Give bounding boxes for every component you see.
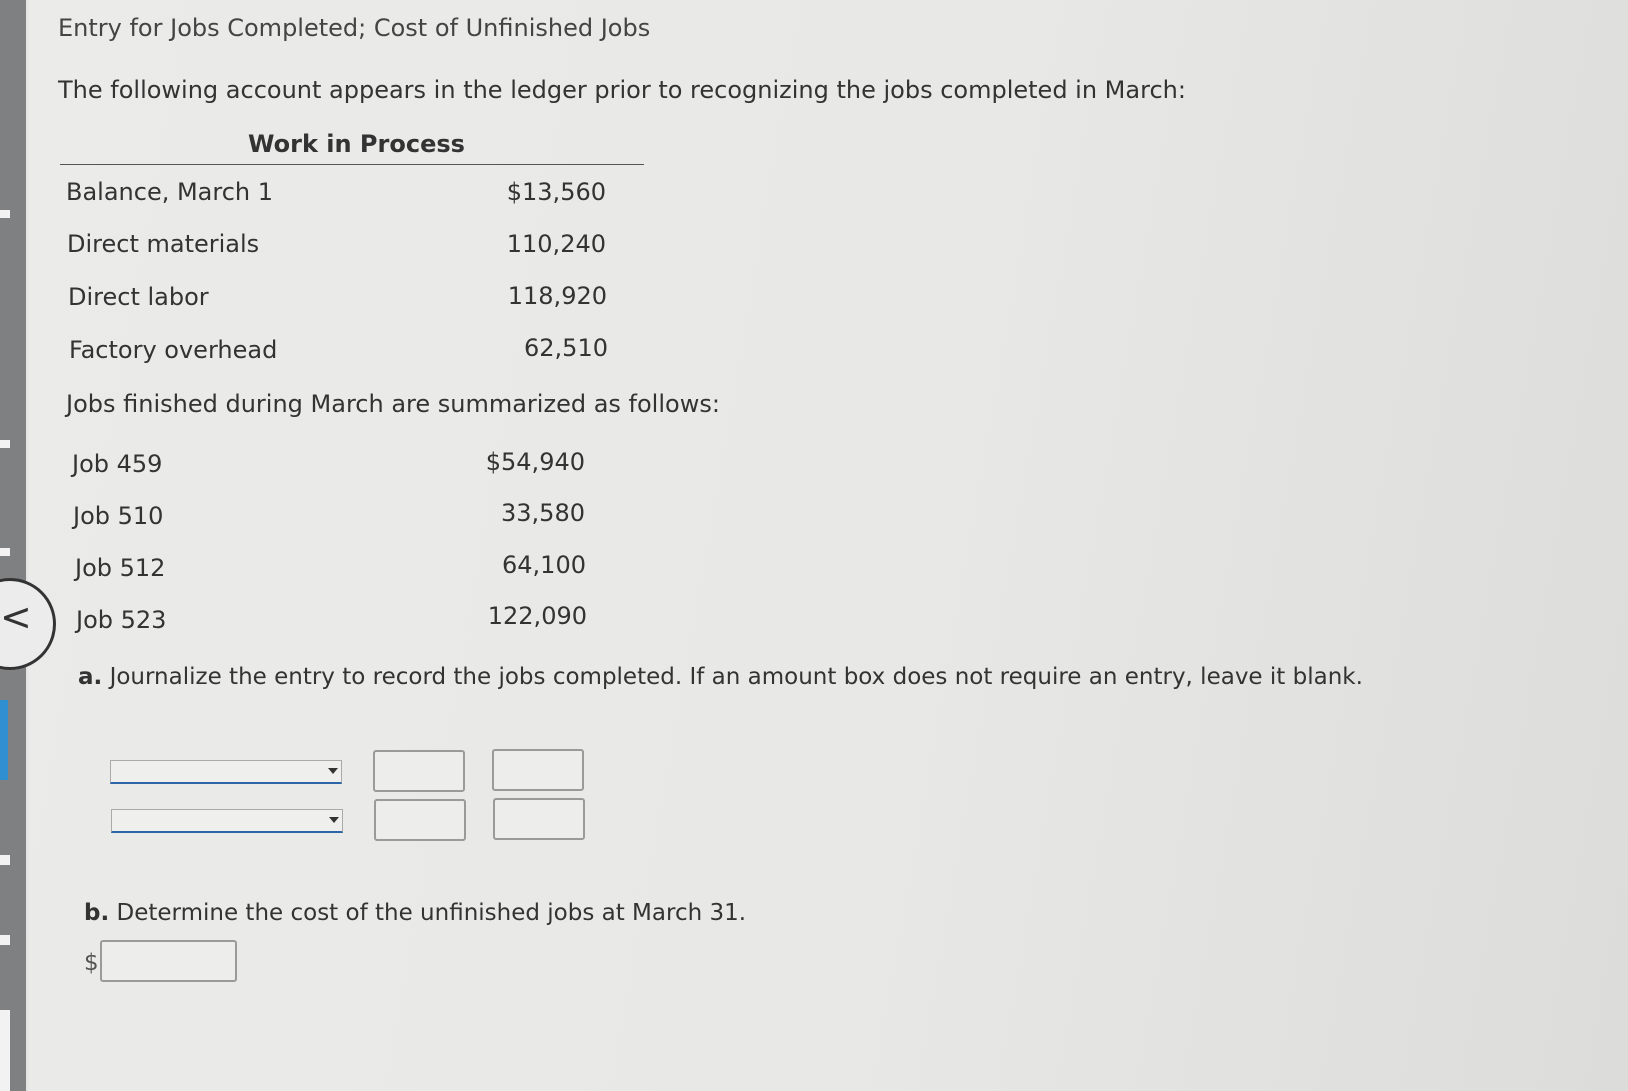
- sidebar-mark: [0, 935, 10, 945]
- wip-row-amount: $13,560: [506, 178, 606, 206]
- part-a-text: Journalize the entry to record the jobs completed. If an amount box does not require an entry, leave it blank.: [109, 664, 1363, 690]
- part-b-text: Determine the cost of the unfinished jobs at March 31.: [116, 900, 747, 926]
- journal-credit-input[interactable]: [492, 749, 584, 791]
- journal-credit-input[interactable]: [493, 798, 585, 840]
- part-a-letter: a.: [78, 664, 103, 690]
- chevron-left-icon: <: [0, 595, 32, 639]
- part-a-instruction: [78, 664, 1363, 690]
- sidebar-mark: [0, 1010, 10, 1091]
- unfinished-jobs-cost-input[interactable]: [100, 940, 237, 982]
- wip-row-label: Balance, March 1: [66, 178, 274, 206]
- journal-account-select[interactable]: [110, 760, 342, 784]
- sidebar-accent: [0, 700, 8, 780]
- journal-debit-input[interactable]: [373, 750, 465, 792]
- job-row-label: Job 523: [76, 606, 167, 634]
- wip-row-amount: 62,510: [524, 334, 608, 362]
- job-row-label: Job 510: [73, 502, 164, 530]
- sidebar-mark: [0, 548, 10, 556]
- wip-row-amount: 118,920: [507, 282, 607, 310]
- left-sidebar-edge: [0, 0, 26, 1091]
- jobs-intro-text: Jobs finished during March are summarized as follows:: [66, 390, 720, 418]
- part-b-instruction: [84, 900, 746, 926]
- sidebar-mark: [0, 210, 10, 218]
- job-row-amount: 33,580: [501, 499, 585, 527]
- job-row-amount: $54,940: [485, 448, 585, 476]
- chevron-down-icon: [329, 817, 339, 823]
- wip-account-header: [60, 130, 644, 165]
- sidebar-mark: [0, 855, 10, 865]
- journal-account-select[interactable]: [111, 809, 343, 833]
- job-row-label: Job 459: [72, 450, 163, 478]
- sidebar-mark: [0, 440, 10, 448]
- part-b-letter: b.: [84, 900, 110, 926]
- chevron-down-icon: [328, 768, 338, 774]
- job-row-label: Job 512: [75, 554, 166, 582]
- wip-row-amount: 110,240: [506, 230, 606, 258]
- wip-row-label: Direct labor: [68, 283, 209, 311]
- wip-account-title: Work in Process: [248, 130, 465, 158]
- job-row-amount: 64,100: [502, 551, 586, 579]
- wip-row-label: Direct materials: [67, 230, 260, 258]
- job-row-amount: 122,090: [487, 602, 587, 630]
- wip-row-label: Factory overhead: [69, 336, 278, 364]
- journal-debit-input[interactable]: [374, 799, 466, 841]
- currency-symbol: $: [84, 950, 99, 976]
- page-title: Entry for Jobs Completed; Cost of Unfinished Jobs: [58, 14, 651, 42]
- intro-text: The following account appears in the ledger prior to recognizing the jobs completed in March:: [58, 76, 1186, 104]
